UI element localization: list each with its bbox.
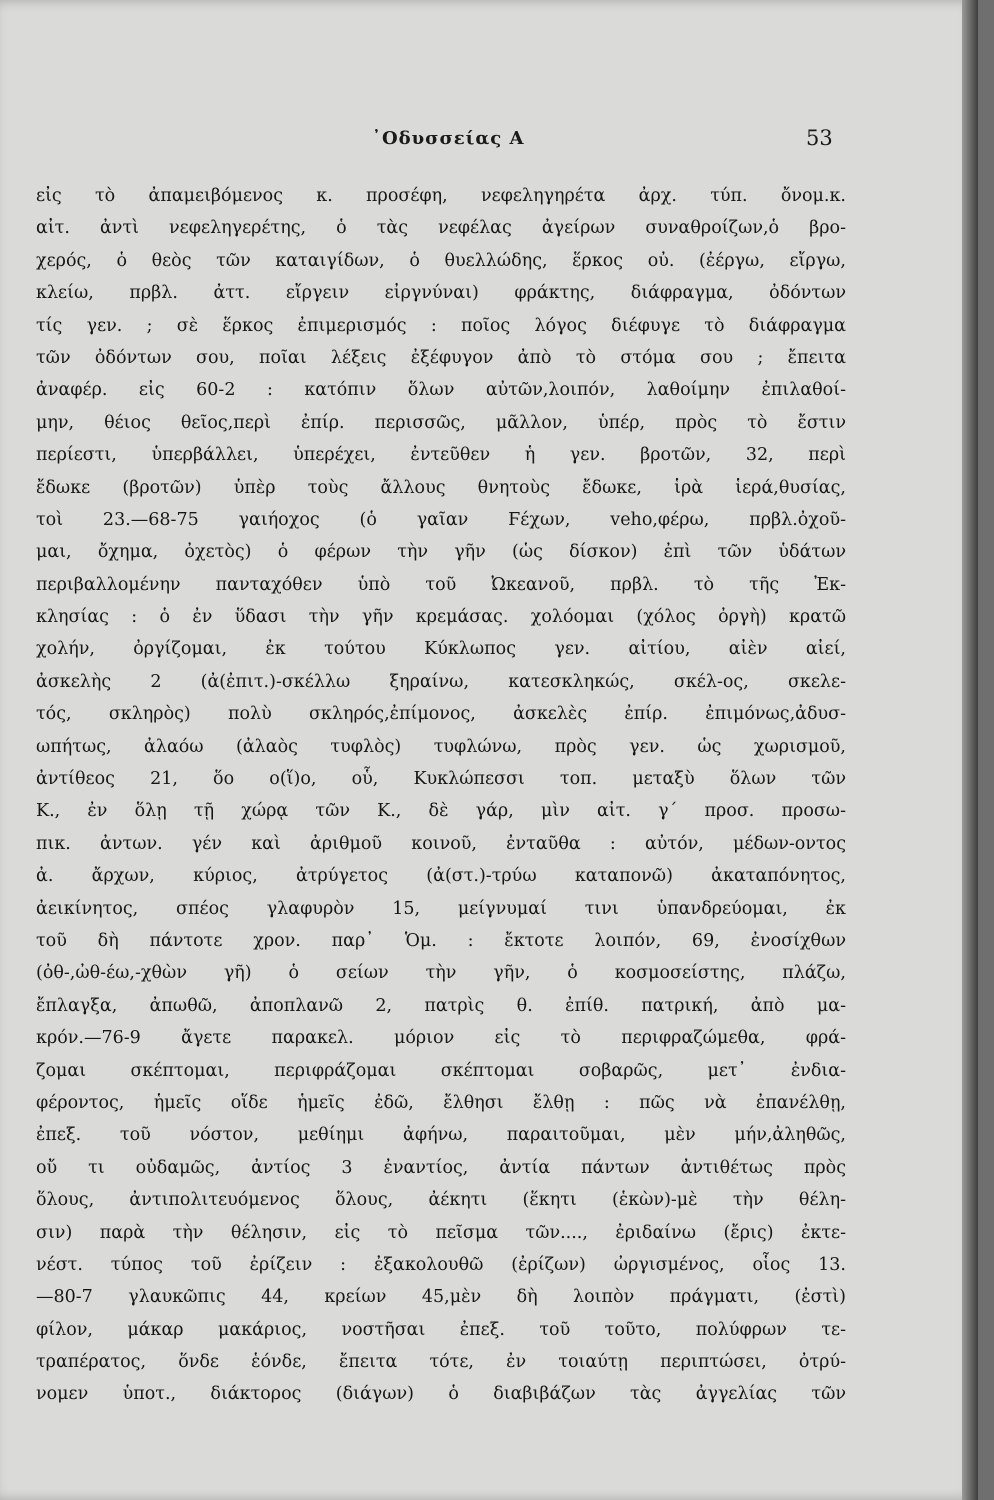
text-line: κρόν.—76-9 ἄγετε παρακελ. μόριον εἰς τὸ περιφραζώμεθα, φρά- — [36, 1028, 846, 1049]
text-line: περιβαλλομένην πανταχόθεν ὑπὸ τοῦ Ὠκεανοῦ, πρβλ. τὸ τῆς Ἐκ- — [36, 574, 846, 595]
text-line: ωπήτως, ἀλαόω (ἀλαὸς τυφλὸς) τυφλώνω, πρὸς γεν. ὡς χωρισμοῦ, — [36, 736, 846, 757]
text-line: τῶν ὀδόντων σου, ποῖαι λέξεις ἐξέφυγον ἀπὸ τὸ στόμα σου ; ἔπειτα — [36, 347, 846, 368]
text-line: πικ. ἀντων. γέν καὶ ἀριθμοῦ κοινοῦ, ἐνταῦθα : αὐτόν, μέδων-οντος — [36, 833, 846, 854]
text-line: —80-7 γλαυκῶπις 44, κρείων 45,μὲν δὴ λοιπὸν πράγματι, (ἐστὶ) — [36, 1287, 846, 1308]
text-line: τίς γεν. ; σὲ ἕρκος ἐπιμερισμός : ποῖος λόγος διέφυγε τὸ διάφραγμα — [36, 315, 846, 336]
text-line: τραπέρατος, ὅνδε ἑόνδε, ἔπειτα τότε, ἐν τοιαύτῃ περιπτώσει, ὀτρύ- — [36, 1352, 846, 1373]
text-line: κλησίας : ὁ ἐν ὕδασι τὴν γῆν κρεμάσας. χολόομαι (χόλος ὀργὴ) κρατῶ — [36, 607, 846, 628]
body-text — [36, 180, 846, 1410]
text-line: οὔ τι οὐδαμῶς, ἀντίος 3 ἐναντίος, ἀντία πάντων ἀντιθέτως πρὸς — [36, 1157, 846, 1178]
text-line: Κ., ἐν ὅλῃ τῇ χώρᾳ τῶν Κ., δὲ γάρ, μὶν αἰτ. γ΄ προσ. προσω- — [36, 801, 846, 822]
text-line: ἔπλαγξα, ἀπωθῶ, ἀποπλανῶ 2, πατρὶς θ. ἐπίθ. πατρική, ἀπὸ μα- — [36, 995, 846, 1016]
text-line: ἔδωκε (βροτῶν) ὑπὲρ τοὺς ἄλλους θνητοὺς ἔδωκε, ἱρὰ ἱερά,θυσίας, — [36, 477, 846, 498]
text-line: ἀ. ἄρχων, κύριος, ἀτρύγετος (ἀ(στ.)-τρύω καταπονῶ) ἀκαταπόνητος, — [36, 866, 846, 887]
text-line: ἐπεξ. τοῦ νόστον, μεθίημι ἀφήνω, παραιτοῦμαι, μὲν μήν,ἀληθῶς, — [36, 1125, 846, 1146]
text-line: τοὶ 23.—68-75 γαιήοχος (ὁ γαῖαν Ϝέχων, veho,φέρω, πρβλ.ὀχοῦ- — [36, 509, 846, 530]
text-line: χερός, ὁ θεὸς τῶν καταιγίδων, ὁ θυελλώδης, ἕρκος οὐ. (ἐέργω, εἴργω, — [36, 250, 846, 271]
text-line: ζομαι σκέπτομαι, περιφράζομαι σκέπτομαι σοβαρῶς, μετ᾽ ἐνδια- — [36, 1060, 846, 1081]
text-line: ἀσκελὴς 2 (ἀ(ἐπιτ.)-σκέλλω ξηραίνω, κατεσκληκώς, σκέλ-ος, σκελε- — [36, 671, 846, 692]
running-title: ᾽Οδυσσείας Α — [372, 128, 525, 149]
page-edge-shadow — [962, 0, 978, 1500]
text-line: ἀντίθεος 21, ὅο ο(ἵ)ο, οὗ, Κυκλώπεσσι τοπ. μεταξὺ ὅλων τῶν — [36, 769, 846, 790]
text-line: τοῦ δὴ πάντοτε χρον. παρ᾽ Ὁμ. : ἔκτοτε λοιπόν, 69, ἐνοσίχθων — [36, 930, 846, 951]
text-line: εἰς τὸ ἀπαμειβόμενος κ. προσέφη, νεφεληγηρέτα ἀρχ. τύπ. ὄνομ.κ. — [36, 186, 846, 206]
text-line: (ὀθ-,ὠθ-έω,-χθὼν γῆ) ὁ σείων τὴν γῆν, ὁ κοσμοσείστης, πλάζω, — [36, 963, 846, 984]
text-line: νομεν ὑποτ., διάκτορος (διάγων) ὁ διαβιβάζων τὰς ἀγγελίας τῶν — [36, 1384, 846, 1405]
text-line: κλείω, πρβλ. ἀττ. εἴργειν εἰργνύναι) φράκτης, διάφραγμα, ὀδόντων — [36, 283, 846, 304]
page-header — [0, 118, 978, 148]
text-line: αἰτ. ἀντὶ νεφεληγερέτης, ὁ τὰς νεφέλας ἀγείρων συναθροίζων,ὁ βρο- — [36, 218, 846, 239]
text-line: μαι, ὄχημα, ὀχετὸς) ὁ φέρων τὴν γῆν (ὡς δίσκον) ἐπὶ τῶν ὑδάτων — [36, 542, 846, 563]
text-line: ἀεικίνητος, σπέος γλαφυρὸν 15, μείγνυμαί τινι ὑπανδρεύομαι, ἐκ — [36, 898, 846, 919]
text-line: μην, θέιος θεῖος,περὶ ἐπίρ. περισσῶς, μᾶλλον, ὑπέρ, πρὸς τὸ ἔστιν — [36, 412, 846, 433]
text-line: φέροντος, ἡμεῖς οἵδε ἡμεῖς ἐδῶ, ἔλθησι ἔλθῃ : πῶς νὰ ἐπανέλθῃ, — [36, 1092, 846, 1113]
page-number: 53 — [806, 126, 833, 150]
text-line: νέστ. τύπος τοῦ ἐρίζειν : ἐξακολουθῶ (ἐρίζων) ὠργισμένος, οἷος 13. — [36, 1254, 846, 1275]
text-line: ὅλους, ἀντιπολιτευόμενος ὅλους, ἀέκητι (ἕκητι (ἑκὼν)-μὲ τὴν θέλη- — [36, 1190, 846, 1211]
text-line: ἀναφέρ. εἰς 60-2 : κατόπιν ὅλων αὐτῶν,λοιπόν, λαθοίμην ἐπιλαθοί- — [36, 380, 846, 401]
text-line: φίλον, μάκαρ μακάριος, νοστῆσαι ἐπεξ. τοῦ τοῦτο, πολύφρων τε- — [36, 1319, 846, 1340]
text-line: χολήν, ὀργίζομαι, ἐκ τούτου Κύκλωπος γεν. αἰτίου, αἰὲν αἰεί, — [36, 639, 846, 660]
text-line: σιν) παρὰ τὴν θέλησιν, εἰς τὸ πεῖσμα τῶν...., ἐριδαίνω (ἔρις) ἐκτε- — [36, 1222, 846, 1243]
text-line: περίεστι, ὑπερβάλλει, ὑπερέχει, ἐντεῦθεν ἡ γεν. βροτῶν, 32, περὶ — [36, 445, 846, 466]
text-line: τός, σκληρὸς) πολὺ σκληρός,ἐπίμονος, ἀσκελὲς ἐπίρ. ἐπιμόνως,ἀδυσ- — [36, 704, 846, 725]
